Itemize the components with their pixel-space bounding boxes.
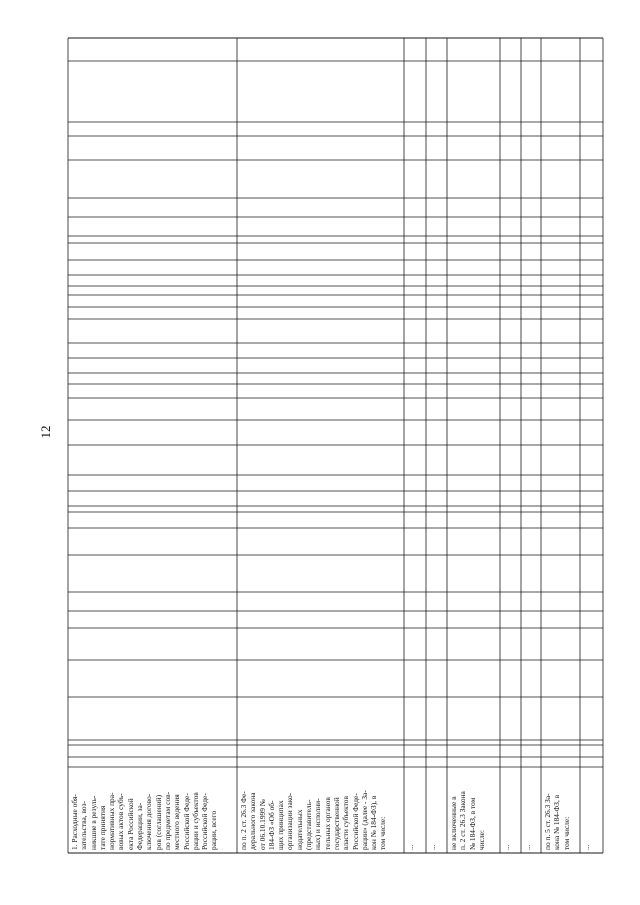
row-label-8: по п. 5 ст. 26.3 За- кона № 184-ФЗ, в том числе: [543,793,571,850]
row-label-1: 1. Расходные обя- зательства, воз- никшие в резуль- тате принятия нормативных пра- вовых актов субъ- екта Российской Федерации, за- ключения догово- ров (соглашений) по предметам сов- местного ведения Российской Феде- рации и субъектов Российской Феде- рации, всего [70,791,219,850]
row-label-7: ... [523,844,532,850]
row-label-9: ... [582,844,591,850]
row-label-6: ... [502,844,511,850]
row-label-2: по п. 2 ст. 26.3 Фе- дерального закона от 06.10.1999 № 184-ФЗ «Об об- щих принципах организации зако- нодательных (представитель- ных) и исполни- тельных органов государственной власти субъектов Российской Феде- рации» (далее - За- кон № 184-ФЗ), в том числе: [239,790,388,850]
page-number: 12 [38,425,53,439]
row-label-5: не включенные в п. 2 ст. 26.3 Закона № 184-ФЗ, в том числе: [449,791,486,850]
row-label-4: ... [428,844,437,850]
row-label-3: ... [406,844,415,850]
